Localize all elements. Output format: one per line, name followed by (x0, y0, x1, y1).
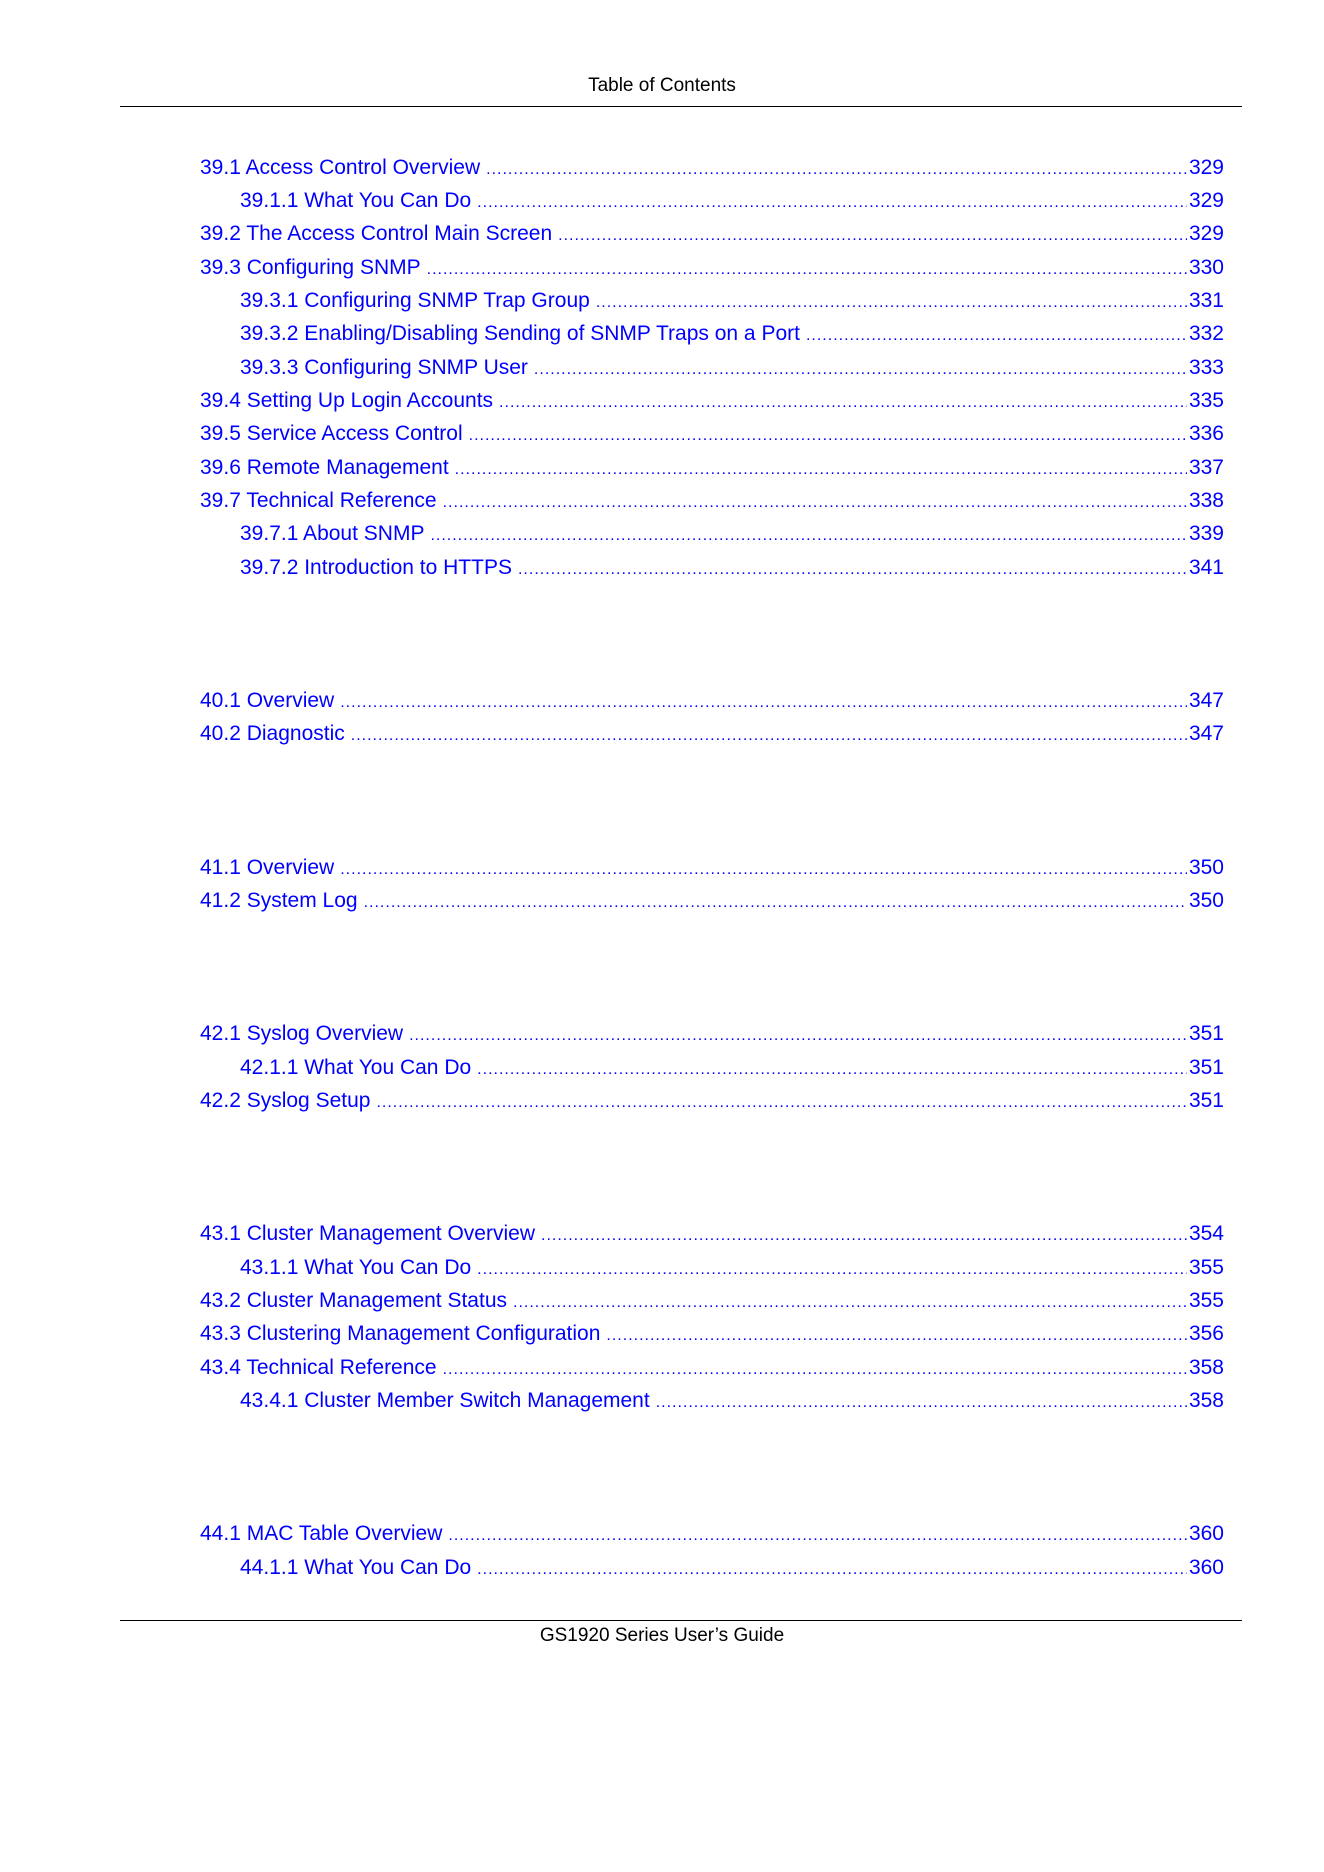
toc-leader-dots (469, 422, 1187, 448)
toc-leader-dots (596, 289, 1187, 315)
toc-entry-label: 39.3.3 Configuring SNMP User (240, 356, 528, 379)
toc-entry-43-1-1[interactable] (240, 1254, 1224, 1282)
toc-leader-dots (455, 456, 1187, 482)
toc-leader-dots (409, 1022, 1187, 1048)
toc-entry-page: 350 (1188, 856, 1224, 879)
toc-leader-dots (448, 1522, 1187, 1548)
toc-entry-page: 350 (1188, 889, 1224, 912)
toc-leader-dots (376, 1089, 1187, 1115)
toc-entry-page: 351 (1188, 1089, 1224, 1112)
toc-entry-page: 331 (1188, 289, 1224, 312)
toc-entry-42-2[interactable] (200, 1087, 1224, 1115)
toc-entry-label: 39.3 Configuring SNMP (200, 256, 421, 279)
toc-entry-page: 360 (1188, 1556, 1224, 1579)
toc-entry-page: 333 (1188, 356, 1224, 379)
toc-leader-dots (364, 889, 1187, 915)
toc-entry-label: 44.1 MAC Table Overview (200, 1522, 443, 1545)
toc-entry-label: 39.7.2 Introduction to HTTPS (240, 556, 512, 579)
toc-leader-dots (340, 856, 1187, 882)
toc-leader-dots (477, 189, 1187, 215)
running-header: Table of Contents (588, 75, 736, 96)
toc-entry-label: 39.1 Access Control Overview (200, 156, 481, 179)
toc-entry-page: 332 (1188, 322, 1224, 345)
toc-leader-dots (443, 489, 1187, 515)
toc-entry-39-3-1[interactable] (240, 287, 1224, 315)
toc-entry-page: 336 (1188, 422, 1224, 445)
toc-entry-40-2[interactable] (200, 720, 1224, 748)
toc-entry-page: 358 (1188, 1356, 1224, 1379)
toc-entry-page: 329 (1188, 222, 1224, 245)
toc-entry-39-1[interactable] (200, 154, 1224, 182)
toc-entry-label: 39.7.1 About SNMP (240, 522, 425, 545)
toc-entry-label: 44.1.1 What You Can Do (240, 1556, 472, 1579)
toc-entry-43-2[interactable] (200, 1287, 1224, 1315)
toc-entry-label: 39.1.1 What You Can Do (240, 189, 472, 212)
toc-entry-label: 39.7 Technical Reference (200, 489, 437, 512)
toc-entry-41-2[interactable] (200, 887, 1224, 915)
toc-entry-label: 39.6 Remote Management (200, 456, 449, 479)
toc-entry-43-1[interactable] (200, 1220, 1224, 1248)
toc-entry-39-7-2[interactable] (240, 554, 1224, 582)
toc-entry-label: 39.5 Service Access Control (200, 422, 463, 445)
toc-entry-page: 338 (1188, 489, 1224, 512)
toc-entry-39-2[interactable] (200, 220, 1224, 248)
toc-entry-label: 43.4 Technical Reference (200, 1356, 437, 1379)
toc-leader-dots (340, 689, 1187, 715)
toc-entry-41-1[interactable] (200, 854, 1224, 882)
toc-entry-label: 39.3.1 Configuring SNMP Trap Group (240, 289, 590, 312)
toc-leader-dots (427, 256, 1187, 282)
toc-entry-label: 43.1 Cluster Management Overview (200, 1222, 535, 1245)
toc-entry-label: 40.1 Overview (200, 689, 335, 712)
toc-entry-44-1[interactable] (200, 1520, 1224, 1548)
toc-entry-page: 351 (1188, 1056, 1224, 1079)
toc-entry-page: 337 (1188, 456, 1224, 479)
toc-entry-39-7[interactable] (200, 487, 1224, 515)
toc-leader-dots (443, 1356, 1187, 1382)
toc-entry-page: 329 (1188, 156, 1224, 179)
footer-divider (120, 1620, 1242, 1621)
toc-entry-page: 347 (1188, 689, 1224, 712)
toc-entry-43-4[interactable] (200, 1354, 1224, 1382)
toc-entry-42-1[interactable] (200, 1020, 1224, 1048)
toc-leader-dots (477, 1056, 1187, 1082)
toc-entry-label: 41.1 Overview (200, 856, 335, 879)
toc-entry-label: 39.2 The Access Control Main Screen (200, 222, 553, 245)
toc-entry-39-4[interactable] (200, 387, 1224, 415)
toc-entry-page: 355 (1188, 1256, 1224, 1279)
toc-leader-dots (518, 556, 1187, 582)
toc-entry-label: 39.3.2 Enabling/Disabling Sending of SNMP Traps on a Port (240, 322, 800, 345)
toc-entry-39-3[interactable] (200, 254, 1224, 282)
toc-entry-label: 43.2 Cluster Management Status (200, 1289, 508, 1312)
toc-leader-dots (499, 389, 1187, 415)
toc-entry-page: 339 (1188, 522, 1224, 545)
toc-entry-page: 351 (1188, 1022, 1224, 1045)
toc-entry-page: 330 (1188, 256, 1224, 279)
toc-leader-dots (513, 1289, 1187, 1315)
header-divider (120, 106, 1242, 107)
toc-leader-dots (486, 156, 1187, 182)
toc-entry-39-7-1[interactable] (240, 520, 1224, 548)
toc-entry-page: 329 (1188, 189, 1224, 212)
toc-entry-page: 355 (1188, 1289, 1224, 1312)
toc-entry-label: 40.2 Diagnostic (200, 722, 345, 745)
toc-leader-dots (606, 1322, 1187, 1348)
toc-leader-dots (806, 322, 1187, 348)
toc-entry-39-1-1[interactable] (240, 187, 1224, 215)
toc-entry-label: 42.2 Syslog Setup (200, 1089, 371, 1112)
toc-entry-label: 42.1.1 What You Can Do (240, 1056, 472, 1079)
toc-entry-label: 43.3 Clustering Management Configuration (200, 1322, 601, 1345)
toc-entry-label: 43.1.1 What You Can Do (240, 1256, 472, 1279)
toc-entry-page: 335 (1188, 389, 1224, 412)
toc-entry-40-1[interactable] (200, 687, 1224, 715)
toc-entry-42-1-1[interactable] (240, 1054, 1224, 1082)
toc-entry-page: 341 (1188, 556, 1224, 579)
toc-entry-39-3-2[interactable] (240, 320, 1224, 348)
toc-leader-dots (656, 1389, 1187, 1415)
toc-leader-dots (541, 1222, 1187, 1248)
toc-entry-page: 354 (1188, 1222, 1224, 1245)
toc-leader-dots (430, 522, 1187, 548)
toc-leader-dots (558, 222, 1187, 248)
toc-leader-dots (477, 1556, 1187, 1582)
toc-entry-page: 356 (1188, 1322, 1224, 1345)
toc-leader-dots (534, 356, 1187, 382)
toc-entry-39-5[interactable] (200, 420, 1224, 448)
running-footer: GS1920 Series User’s Guide (539, 1625, 785, 1646)
toc-entry-39-6[interactable] (200, 454, 1224, 482)
toc-entry-label: 42.1 Syslog Overview (200, 1022, 404, 1045)
toc-entry-44-1-1[interactable] (240, 1554, 1224, 1582)
toc-entry-label: 39.4 Setting Up Login Accounts (200, 389, 494, 412)
toc-entry-page: 358 (1188, 1389, 1224, 1412)
toc-entry-label: 43.4.1 Cluster Member Switch Management (240, 1389, 650, 1412)
toc-leader-dots (477, 1256, 1187, 1282)
toc-leader-dots (351, 722, 1187, 748)
toc-entry-page: 360 (1188, 1522, 1224, 1545)
toc-entry-43-4-1[interactable] (240, 1387, 1224, 1415)
toc-entry-page: 347 (1188, 722, 1224, 745)
toc-entry-43-3[interactable] (200, 1320, 1224, 1348)
toc-entry-39-3-3[interactable] (240, 354, 1224, 382)
toc-entry-label: 41.2 System Log (200, 889, 358, 912)
